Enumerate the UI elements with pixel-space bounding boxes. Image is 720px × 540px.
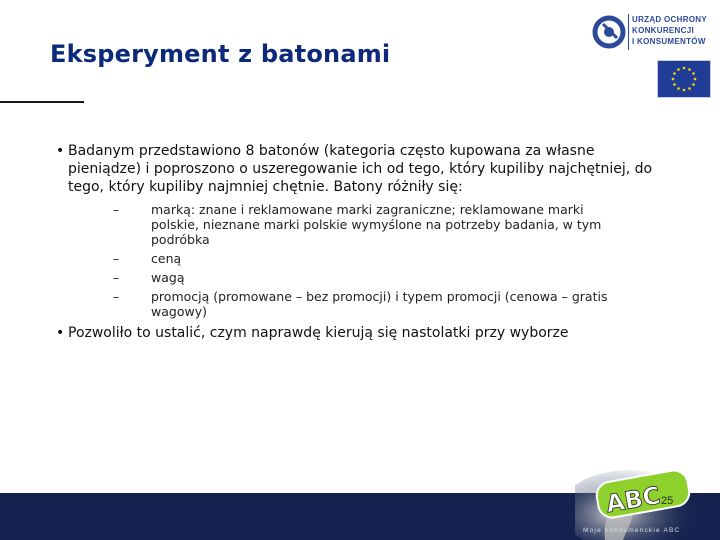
bullet-marker: • bbox=[56, 143, 65, 159]
bullet-text: Pozwoliło to ustalić, czym naprawdę kierują się nastolatki przy wyborze bbox=[68, 325, 569, 341]
uokik-logo bbox=[592, 12, 708, 52]
abc-logo-text: ABC bbox=[603, 481, 663, 519]
logo-line-2: KONKURENCJI bbox=[632, 26, 694, 35]
sub-item bbox=[68, 202, 631, 247]
uokik-logo-icon bbox=[592, 15, 626, 49]
eu-flag-icon bbox=[657, 60, 711, 98]
sub-marker: – bbox=[113, 270, 120, 285]
sub-list bbox=[68, 202, 656, 319]
sub-text: promocją (promowane – bez promocji) i typem promocji (cenowa – gratis wagowy) bbox=[151, 289, 608, 319]
logo-line-3: I KONSUMENTÓW bbox=[632, 37, 706, 46]
bullet-item bbox=[56, 142, 656, 319]
logo-text bbox=[632, 14, 707, 47]
sub-item bbox=[68, 270, 631, 285]
sub-item bbox=[68, 289, 631, 319]
slide-content bbox=[56, 142, 656, 342]
logo-line-1: URZĄD OCHRONY bbox=[632, 15, 708, 24]
abc-caption: Moje konsumenckie ABC bbox=[583, 527, 681, 534]
sub-marker: – bbox=[113, 289, 120, 304]
page-number: 25 bbox=[661, 495, 674, 507]
sub-text: marką: znane i reklamowane marki zagraniczne; reklamowane marki polskie, nieznane marki polskie wymyślone na potrzeby badania, w tym podróbka bbox=[151, 202, 602, 247]
bullet-text: Badanym przedstawiono 8 batonów (kategoria często kupowana za własne pieniądze) i poproszono o uszeregowanie ich od tego, który kupiliby najchętniej, do tego, który kupiliby najmniej chętnie. Batony różniły się: bbox=[68, 143, 653, 195]
slide-title: Eksperyment z batonami bbox=[50, 40, 391, 68]
bullet-item bbox=[56, 324, 656, 342]
bullet-marker: • bbox=[56, 325, 65, 341]
eu-stars bbox=[658, 61, 710, 97]
sub-item bbox=[68, 251, 631, 266]
title-underline bbox=[0, 101, 84, 103]
sub-text: wagą bbox=[151, 270, 185, 285]
sub-text: ceną bbox=[151, 251, 182, 266]
logo-divider bbox=[628, 14, 629, 50]
sub-marker: – bbox=[113, 202, 120, 217]
sub-marker: – bbox=[113, 251, 120, 266]
